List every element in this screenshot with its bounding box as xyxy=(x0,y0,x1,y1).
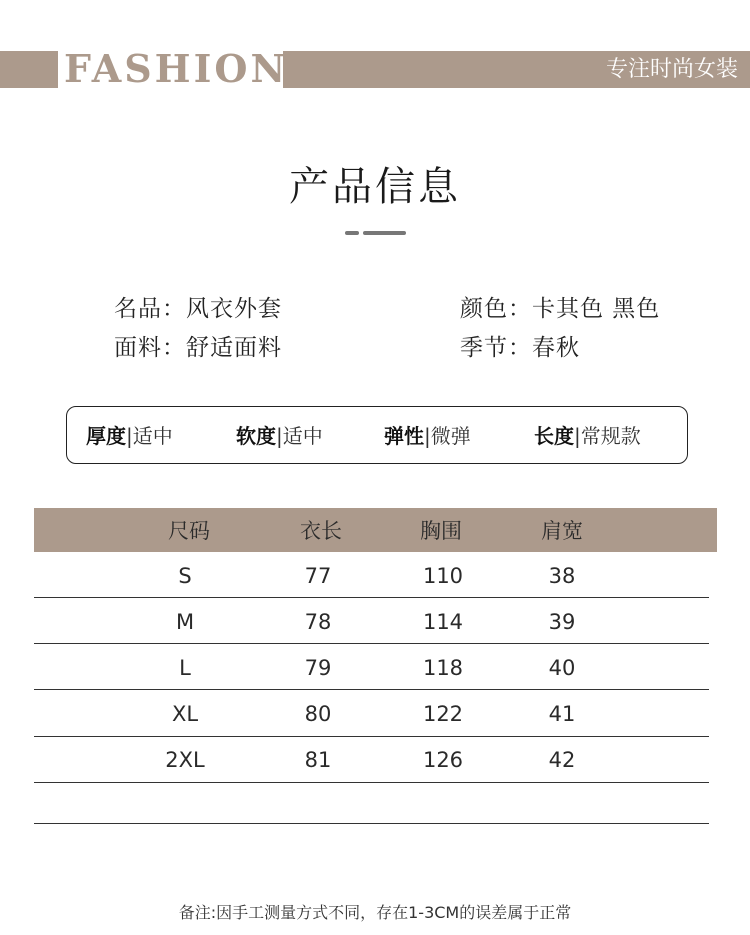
attribute-softness: 软度|适中 xyxy=(236,424,323,448)
attribute-label: 软度 xyxy=(236,424,276,448)
column-header-length: 衣长 xyxy=(300,519,342,543)
table-cell: 2XL xyxy=(165,748,205,772)
attribute-value: 适中 xyxy=(132,424,173,448)
table-row-divider xyxy=(34,736,709,737)
table-cell: 126 xyxy=(422,748,464,772)
table-cell: 77 xyxy=(304,564,332,588)
table-cell: 39 xyxy=(548,610,576,634)
title-divider-long xyxy=(363,231,406,235)
brand-logo-text: FASHION xyxy=(64,46,289,91)
banner-slogan: 专注时尚女装 xyxy=(605,57,738,82)
attribute-value: 适中 xyxy=(282,424,323,448)
attribute-thickness: 厚度|适中 xyxy=(86,424,173,448)
column-header-size: 尺码 xyxy=(168,519,210,543)
table-cell: 79 xyxy=(304,656,332,680)
attribute-label: 厚度 xyxy=(86,424,126,448)
table-cell: 38 xyxy=(548,564,576,588)
table-cell: 118 xyxy=(422,656,464,680)
table-cell: 42 xyxy=(548,748,576,772)
attribute-value: 常规款 xyxy=(580,424,641,448)
table-cell: 81 xyxy=(304,748,332,772)
attribute-label: 弹性 xyxy=(384,424,424,448)
column-header-chest: 胸围 xyxy=(420,519,462,543)
info-fabric: 面料：舒适面料 xyxy=(114,335,282,361)
table-row-divider xyxy=(34,782,709,783)
table-cell: L xyxy=(179,656,191,680)
table-cell: S xyxy=(178,564,192,588)
title-divider-short xyxy=(345,231,359,235)
measurement-note: 备注:因手工测量方式不同，存在1-3CM的误差属于正常 xyxy=(178,903,572,922)
info-product-name: 名品：风衣外套 xyxy=(114,296,282,322)
attribute-label: 长度 xyxy=(534,424,574,448)
size-table-header xyxy=(34,508,717,552)
table-row-divider xyxy=(34,823,709,824)
table-cell: 41 xyxy=(548,702,576,726)
table-cell: 122 xyxy=(422,702,464,726)
table-cell: M xyxy=(175,610,195,634)
table-cell: 80 xyxy=(304,702,332,726)
table-cell: 40 xyxy=(548,656,576,680)
table-cell: 110 xyxy=(422,564,464,588)
page-title: 产品信息 xyxy=(289,164,461,210)
attribute-length: 长度|常规款 xyxy=(534,424,641,448)
info-season: 季节：春秋 xyxy=(460,335,580,361)
attribute-elasticity: 弹性|微弹 xyxy=(384,424,471,448)
table-row-divider xyxy=(34,597,709,598)
attributes-box xyxy=(66,406,688,464)
table-row-divider xyxy=(34,689,709,690)
attribute-value: 微弹 xyxy=(430,424,471,448)
info-color: 颜色：卡其色 黑色 xyxy=(460,296,661,322)
column-header-shoulder: 肩宽 xyxy=(541,519,583,543)
banner-left-bar xyxy=(0,51,58,88)
table-cell: 114 xyxy=(422,610,464,634)
table-cell: 78 xyxy=(304,610,332,634)
table-row-divider xyxy=(34,643,709,644)
table-cell: XL xyxy=(171,702,199,726)
